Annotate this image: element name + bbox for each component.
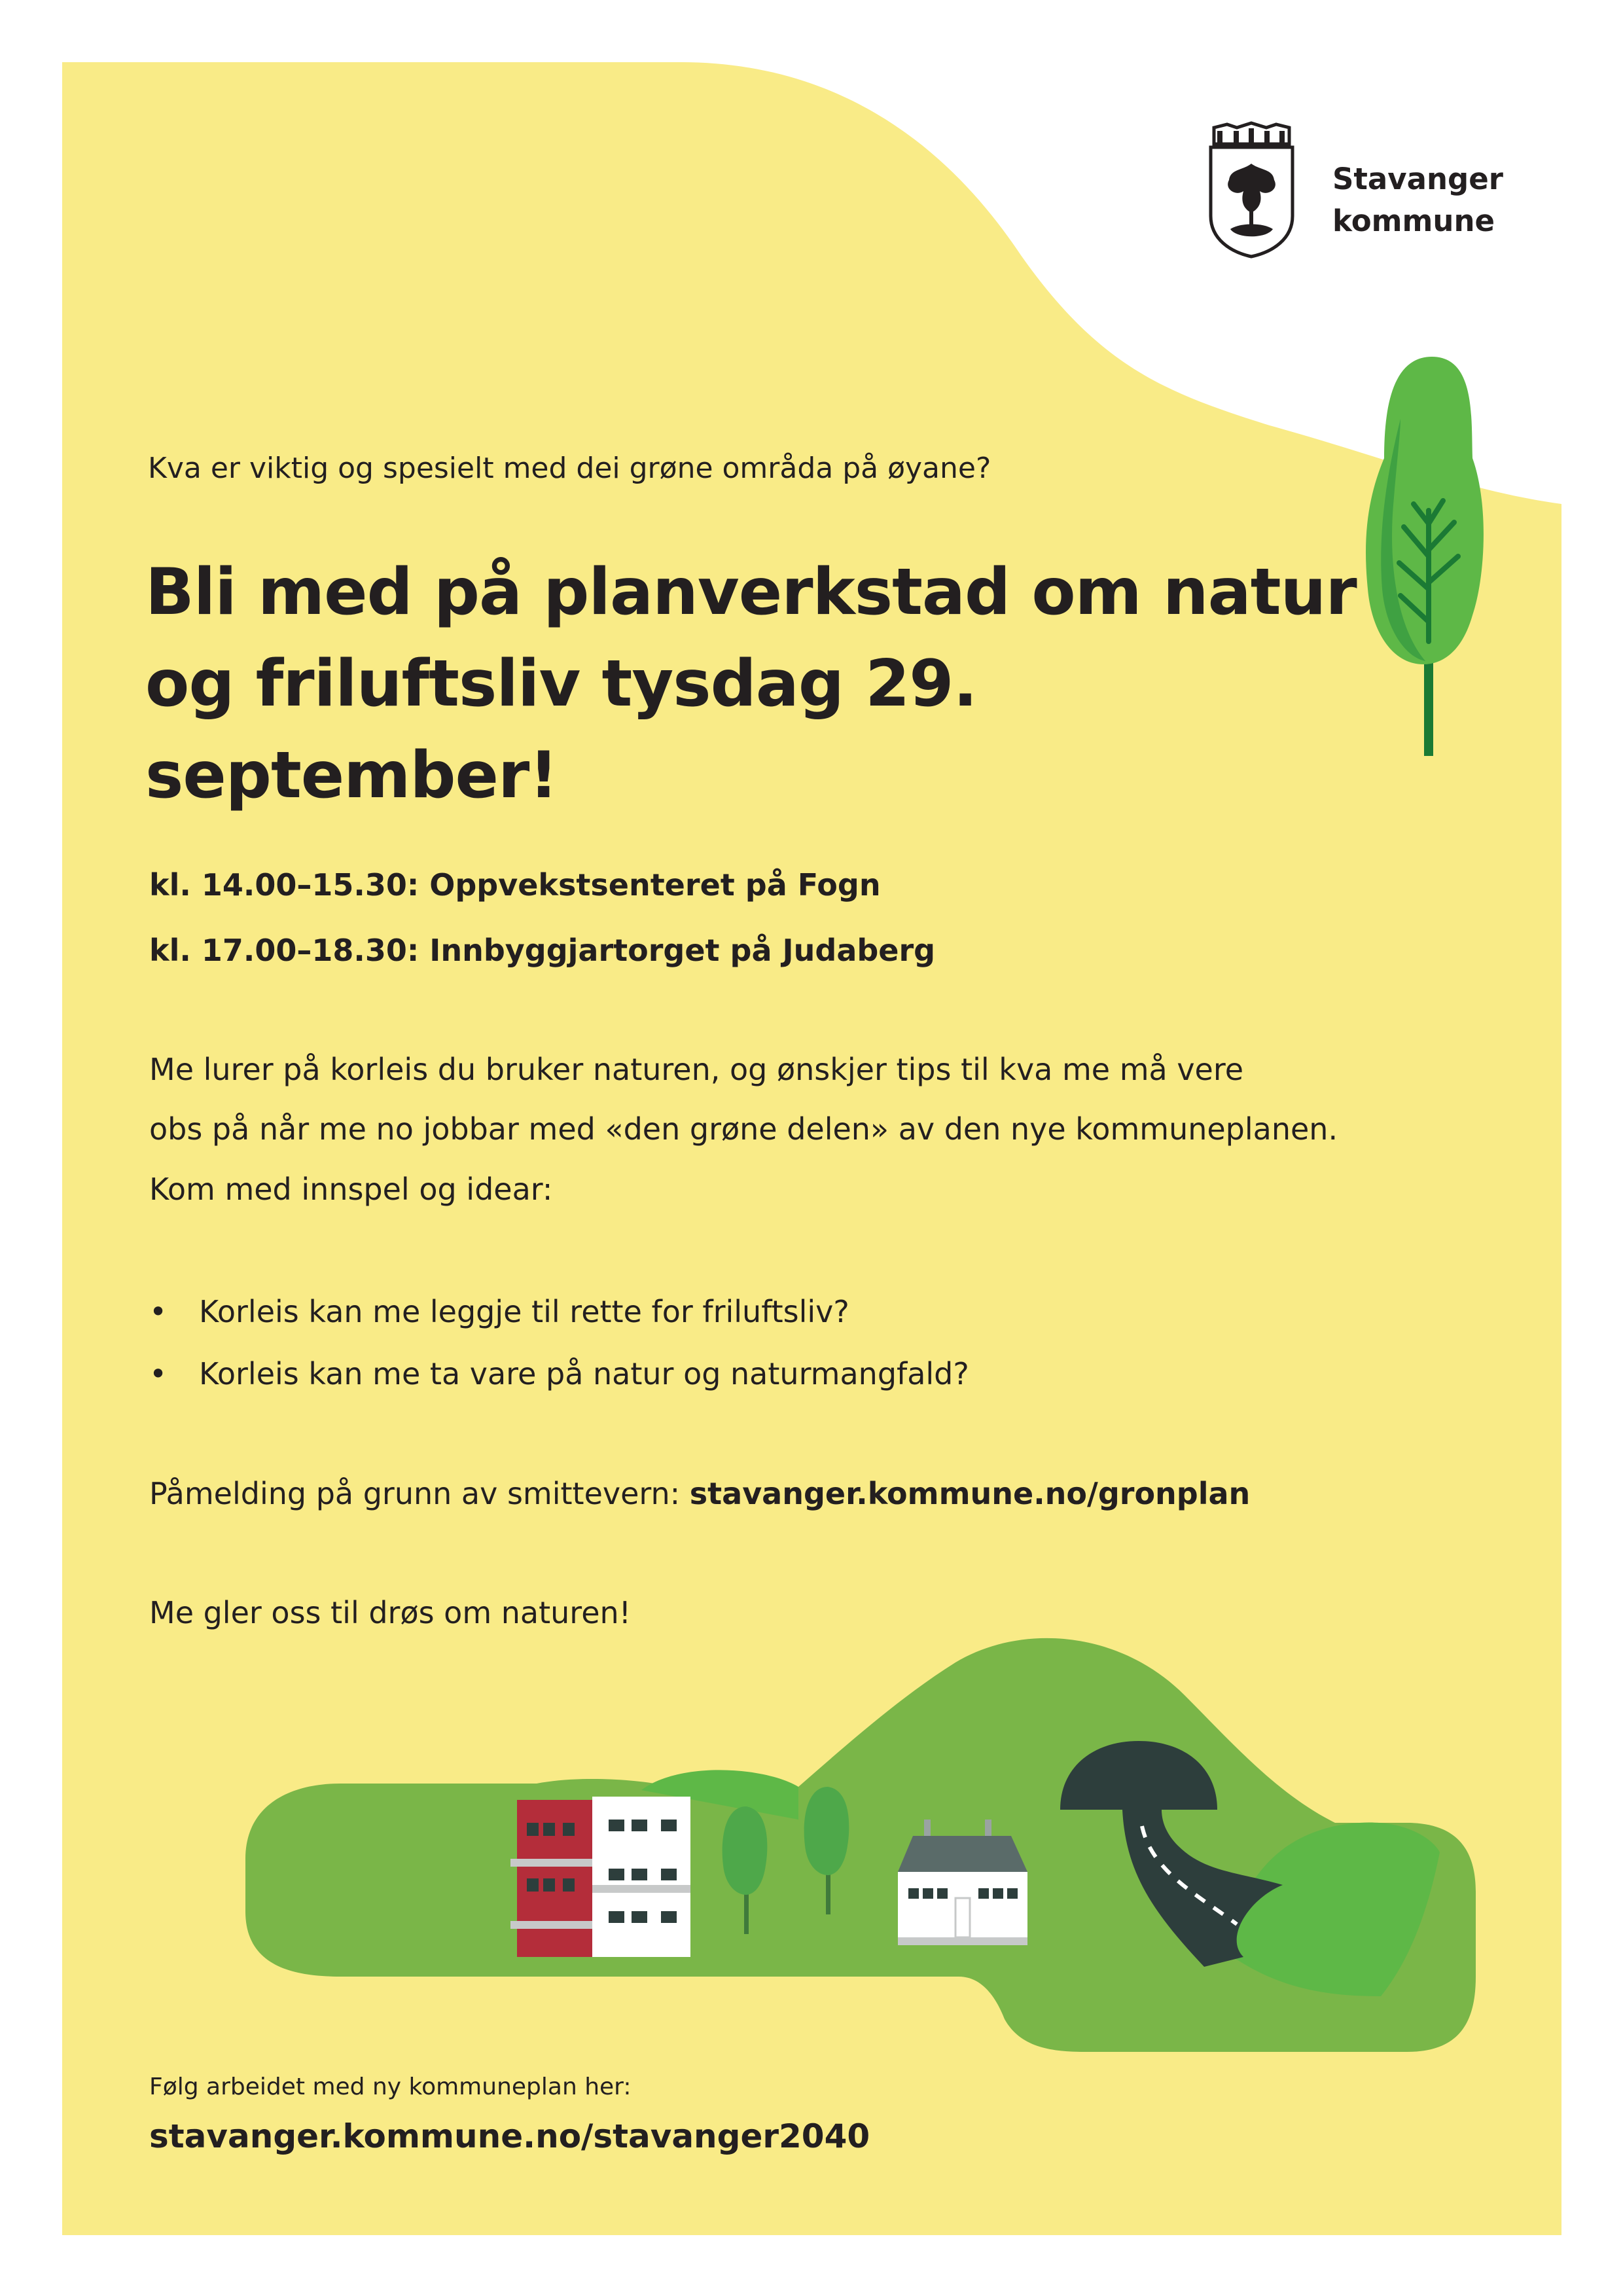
bullet-icon: •	[149, 1356, 168, 1391]
registration-link[interactable]: stavanger.kommune.no/gronplan	[689, 1476, 1251, 1511]
organization-name	[1332, 158, 1503, 242]
description-line3: Kom med innspel og idear:	[149, 1172, 553, 1207]
question-naturmangfald: Korleis kan me ta vare på natur og naturmangfald?	[199, 1356, 969, 1391]
headline	[145, 547, 1389, 821]
organization-name-line1: Stavanger	[1332, 162, 1503, 196]
session-fogn: kl. 14.00–15.30: Oppvekstsenteret på Fogn	[149, 867, 881, 903]
organization-name-line2: kommune	[1332, 204, 1495, 238]
coat-of-arms-icon	[1204, 118, 1299, 262]
question-friluftsliv: Korleis kan me leggje til rette for friluftsliv?	[199, 1294, 849, 1329]
headline-line1: Bli med på planverkstad om natur	[145, 555, 1357, 630]
session-judaberg: kl. 17.00–18.30: Innbyggjartorget på Judaberg	[149, 933, 936, 968]
description-line1: Me lurer på korleis du bruker naturen, og ønskjer tips til kva me må vere	[149, 1052, 1244, 1087]
headline-line2: og friluftsliv tysdag 29. september!	[145, 647, 977, 813]
footer-link[interactable]: stavanger.kommune.no/stavanger2040	[149, 2117, 870, 2155]
intro-question: Kva er viktig og spesielt med dei grøne områda på øyane?	[148, 452, 991, 485]
registration	[149, 1476, 1250, 1511]
description-line2: obs på når me no jobbar med «den grøne delen» av den nye kommuneplanen.	[149, 1111, 1338, 1147]
registration-label: Påmelding på grunn av smittevern:	[149, 1476, 690, 1511]
bullet-icon: •	[149, 1294, 168, 1329]
footer-label: Følg arbeidet med ny kommuneplan her:	[149, 2073, 632, 2100]
closing-text: Me gler oss til drøs om naturen!	[149, 1595, 632, 1630]
